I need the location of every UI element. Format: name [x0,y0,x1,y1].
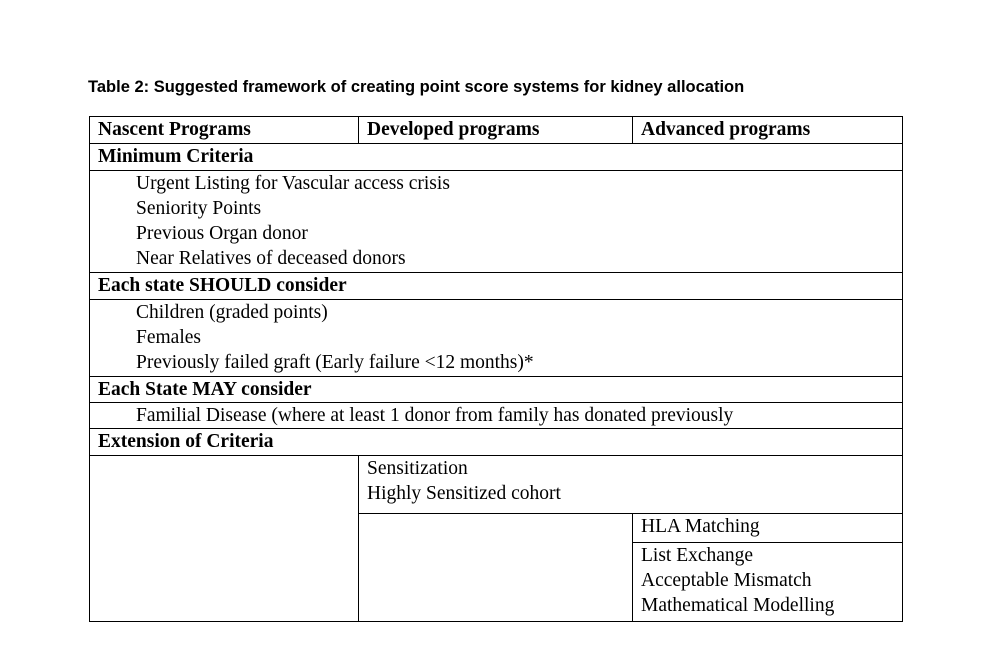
list-item: Highly Sensitized cohort [367,483,561,504]
section-header-extension-of-criteria: Extension of Criteria [90,429,903,456]
list-item: Familial Disease (where at least 1 donor from family has donated previously [136,405,734,426]
kidney-allocation-framework-table [89,116,903,622]
advanced-extension-cell-1 [633,514,903,543]
list-item: Previously failed graft (Early failure <12 months)* [136,352,534,373]
may-consider-items-cell [90,403,903,429]
column-header-developed-programs: Developed programs [359,117,633,144]
list-item: Acceptable Mismatch [641,570,812,591]
list-item: Previous Organ donor [136,223,308,244]
should-consider-items-cell [90,300,903,377]
section-header-should-consider: Each state SHOULD consider [90,273,903,300]
list-item: Mathematical Modelling [641,595,835,616]
section-row-extension-of-criteria [90,429,903,456]
section-row-should-consider [90,273,903,300]
list-item: Seniority Points [136,198,262,219]
column-header-advanced-programs: Advanced programs [633,117,903,144]
list-item: Females [136,327,201,348]
column-header-nascent-programs: Nascent Programs [90,117,359,144]
developed-extension-cell [359,456,903,514]
items-row-should-consider [90,300,903,377]
extension-row-developed [90,456,903,514]
section-row-may-consider [90,377,903,403]
items-row-may-consider [90,403,903,429]
minimum-criteria-items-cell [90,171,903,273]
section-header-minimum-criteria: Minimum Criteria [90,144,903,171]
list-item: Urgent Listing for Vascular access crisis [136,173,450,194]
list-item: Children (graded points) [136,302,328,323]
list-item: Sensitization [367,458,468,479]
nascent-extension-empty-cell [90,456,359,622]
developed-extension-empty-cell [359,514,633,622]
list-item: List Exchange [641,545,754,566]
list-item: HLA Matching [641,516,760,537]
header-row [90,117,903,144]
advanced-extension-cell-2 [633,543,903,622]
table-caption: Table 2: Suggested framework of creating point score systems for kidney allocation [88,78,745,96]
section-header-may-consider: Each State MAY consider [90,377,903,403]
items-row-minimum-criteria [90,171,903,273]
list-item: Near Relatives of deceased donors [136,248,406,269]
section-row-minimum-criteria [90,144,903,171]
